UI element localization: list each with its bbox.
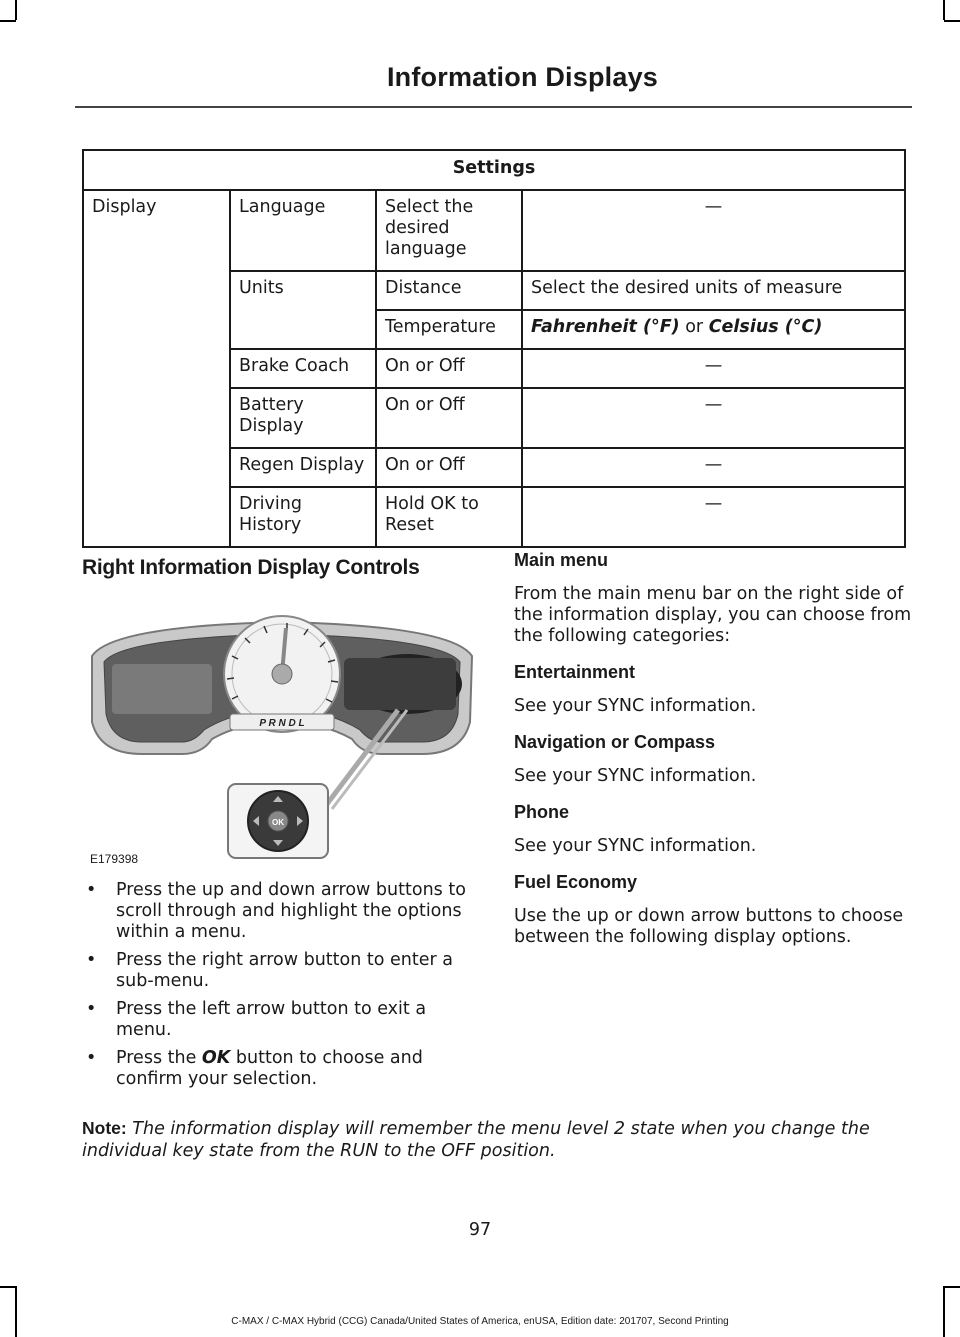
list-item-text-pre: Press the (116, 1048, 202, 1068)
figure-label: E179398 (90, 852, 139, 866)
bullet: • (86, 880, 97, 900)
list-item (82, 880, 480, 943)
table-cell: — (522, 349, 905, 388)
footer-text: C-MAX / C-MAX Hybrid (CCG) Canada/United States of America, enUSA, Edition date: 201707, Second Printing (231, 1316, 729, 1327)
table-cell: Display (83, 190, 230, 547)
table-cell: On or Off (376, 349, 522, 388)
table-cell: Select the desired units of measure (522, 271, 905, 310)
crop-mark (943, 0, 945, 20)
list-item (82, 950, 480, 992)
list-item (82, 999, 480, 1041)
list-item-text: Press the left arrow button to exit a menu. (116, 999, 427, 1040)
table-cell: Regen Display (230, 448, 376, 487)
table-row (83, 190, 905, 271)
ok-emphasis: OK (201, 1048, 231, 1068)
table-cell: Brake Coach (230, 349, 376, 388)
navigation-heading: Navigation or Compass (514, 732, 716, 752)
table-cell: Battery Display (230, 388, 376, 448)
gear-selector-label: P R N D L (259, 718, 305, 729)
table-cell: On or Off (376, 448, 522, 487)
table-cell: Language (230, 190, 376, 271)
table-cell: Units (230, 271, 376, 349)
table-cell: — (522, 448, 905, 487)
bullet: • (86, 999, 97, 1019)
phone-text: See your SYNC information. (514, 836, 757, 856)
table-cell: On or Off (376, 388, 522, 448)
table-cell: Hold OK to Reset (376, 487, 522, 547)
crop-mark (944, 1286, 960, 1288)
table-cell: Distance (376, 271, 522, 310)
left-column (82, 556, 482, 580)
table-cell: Temperature (376, 310, 522, 349)
table-title: Settings (83, 150, 905, 190)
table-cell: Driving History (230, 487, 376, 547)
entertainment-heading: Entertainment (514, 662, 636, 682)
fuel-economy-heading: Fuel Economy (514, 872, 638, 892)
crop-mark (0, 1286, 16, 1288)
bullet: • (86, 950, 97, 970)
table-cell: — (522, 190, 905, 271)
table-cell: Select the desired language (376, 190, 522, 271)
note-label: Note: (82, 1118, 127, 1138)
list-item-text: Press the right arrow button to enter a sub-menu. (116, 950, 453, 991)
controls-list (82, 880, 480, 1097)
crop-mark (15, 1286, 17, 1337)
ok-button-label: OK (272, 818, 284, 827)
table-cell: — (522, 388, 905, 448)
page-title: Information Displays (386, 62, 658, 92)
table-cell (522, 310, 905, 349)
or-text: or (679, 317, 709, 337)
note-paragraph (82, 1117, 912, 1162)
fahrenheit-option: Fahrenheit (°F) (531, 317, 680, 337)
crop-mark (943, 1286, 945, 1337)
navigation-text: See your SYNC information. (514, 766, 757, 786)
note-text: The information display will remember the menu level 2 state when you change the individual key state from the RUN to the OFF position. (82, 1119, 870, 1161)
crop-mark (15, 0, 17, 20)
instrument-cluster-illustration (82, 604, 480, 868)
celsius-option: Celsius (°C) (708, 317, 823, 337)
crop-mark (0, 20, 16, 22)
table-cell: — (522, 487, 905, 547)
list-item (82, 1048, 480, 1090)
bullet: • (86, 1048, 97, 1068)
crop-mark (944, 20, 960, 22)
page-number: 97 (468, 1220, 492, 1240)
right-column (514, 550, 914, 948)
instrument-cluster-figure (82, 604, 480, 868)
fuel-economy-text: Use the up or down arrow buttons to choose between the following display options. (514, 906, 904, 947)
list-item-text-post: button to choose and confirm your selection. (116, 1048, 423, 1089)
main-menu-text: From the main menu bar on the right side of the information display, you can choose from the following categories: (514, 584, 912, 646)
list-item-text: Press the up and down arrow buttons to scroll through and highlight the options within a menu. (116, 880, 466, 942)
section-heading: Right Information Display Controls (82, 556, 420, 579)
entertainment-text: See your SYNC information. (514, 696, 757, 716)
main-menu-heading: Main menu (514, 550, 609, 570)
header-rule (75, 106, 912, 108)
settings-table (82, 149, 906, 548)
phone-heading: Phone (514, 802, 570, 822)
